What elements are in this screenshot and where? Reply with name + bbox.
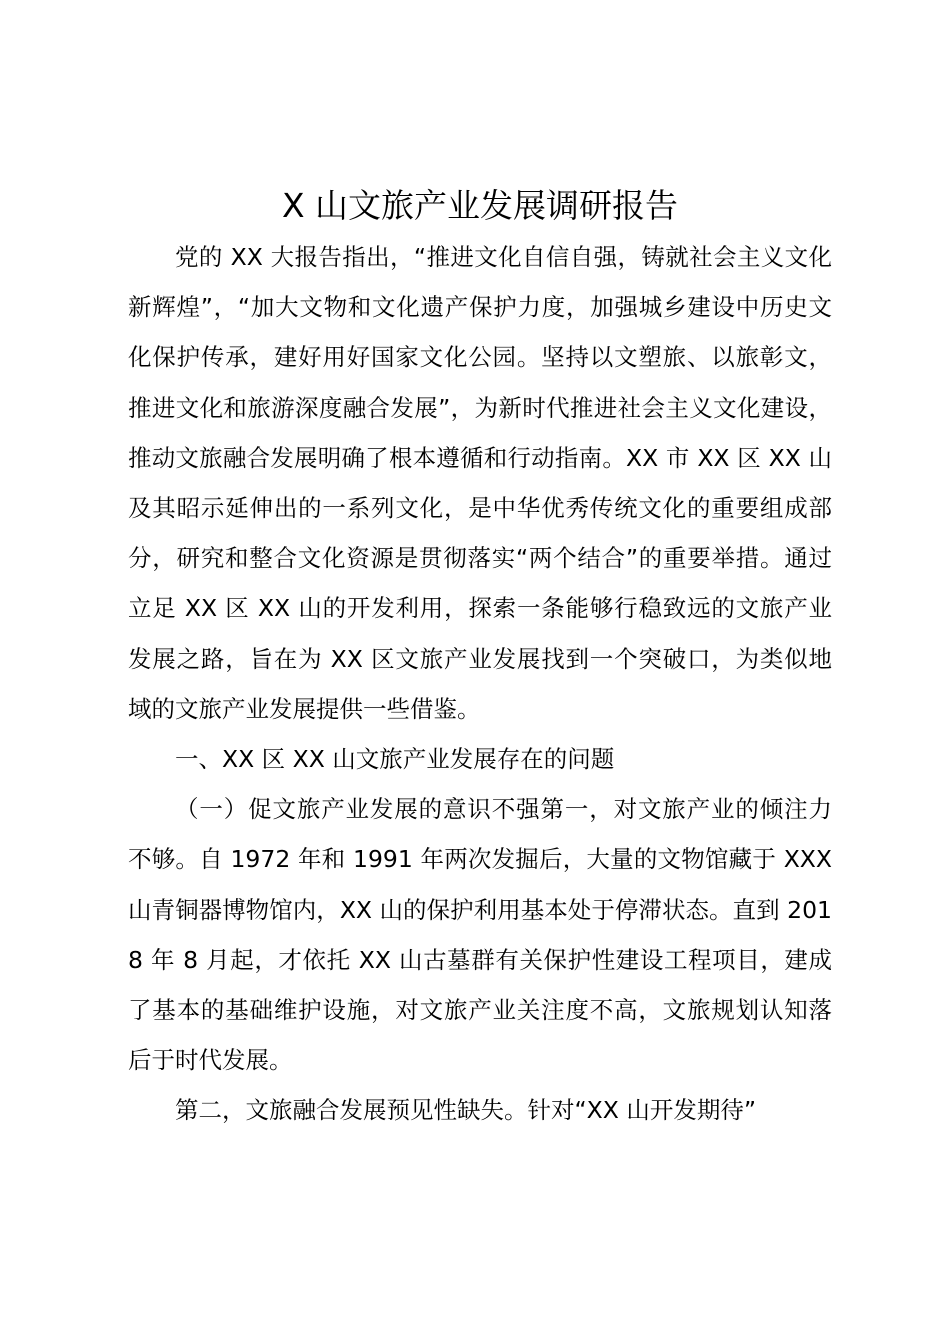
document-title: X 山文旅产业发展调研报告 bbox=[281, 186, 679, 225]
subsection-paragraph: （一）促文旅产业发展的意识不强第一，对文旅产业的倾注力不够。自 1972 年和 1991 年两次发掘后，大量的文物馆藏于 XXX 山青铜器博物馆内，XX 山的保护利用基本处于停滞状态。直到 2018 年 8 月起，才依托 XX 山古墓群有关保护性建设工程项目，建成了基本的基础维护设施，对文旅产业关注度不高，文旅规划认知落后于时代发展。 bbox=[128, 795, 832, 1075]
intro-paragraph: 党的 XX 大报告指出，“推进文化自信自强，铸就社会主义文化新辉煌”，“加大文物和文化遗产保护力度，加强城乡建设中历史文化保护传承，建好用好国家文化公园。坚持以文塑旅、以旅彰文，推进文化和旅游深度融合发展”，为新时代推进社会主义文化建设，推动文旅融合发展明确了根本遵循和行动指南。XX 市 XX 区 XX 山及其昭示延伸出的一系列文化，是中华优秀传统文化的重要组成部分，研究和整合文化资源是贯彻落实“两个结合”的重要举措。通过立足 XX 区 XX 山的开发利用，探索一条能够行稳致远的文旅产业发展之路，旨在为 XX 区文旅产业发展找到一个突破口，为类似地域的文旅产业发展提供一些借鉴。 bbox=[128, 243, 832, 723]
section-heading: 一、XX 区 XX 山文旅产业发展存在的问题 bbox=[175, 745, 615, 774]
last-paragraph: 第二，文旅融合发展预见性缺失。针对“XX 山开发期待” bbox=[175, 1096, 757, 1125]
document-page bbox=[128, 180, 832, 1136]
